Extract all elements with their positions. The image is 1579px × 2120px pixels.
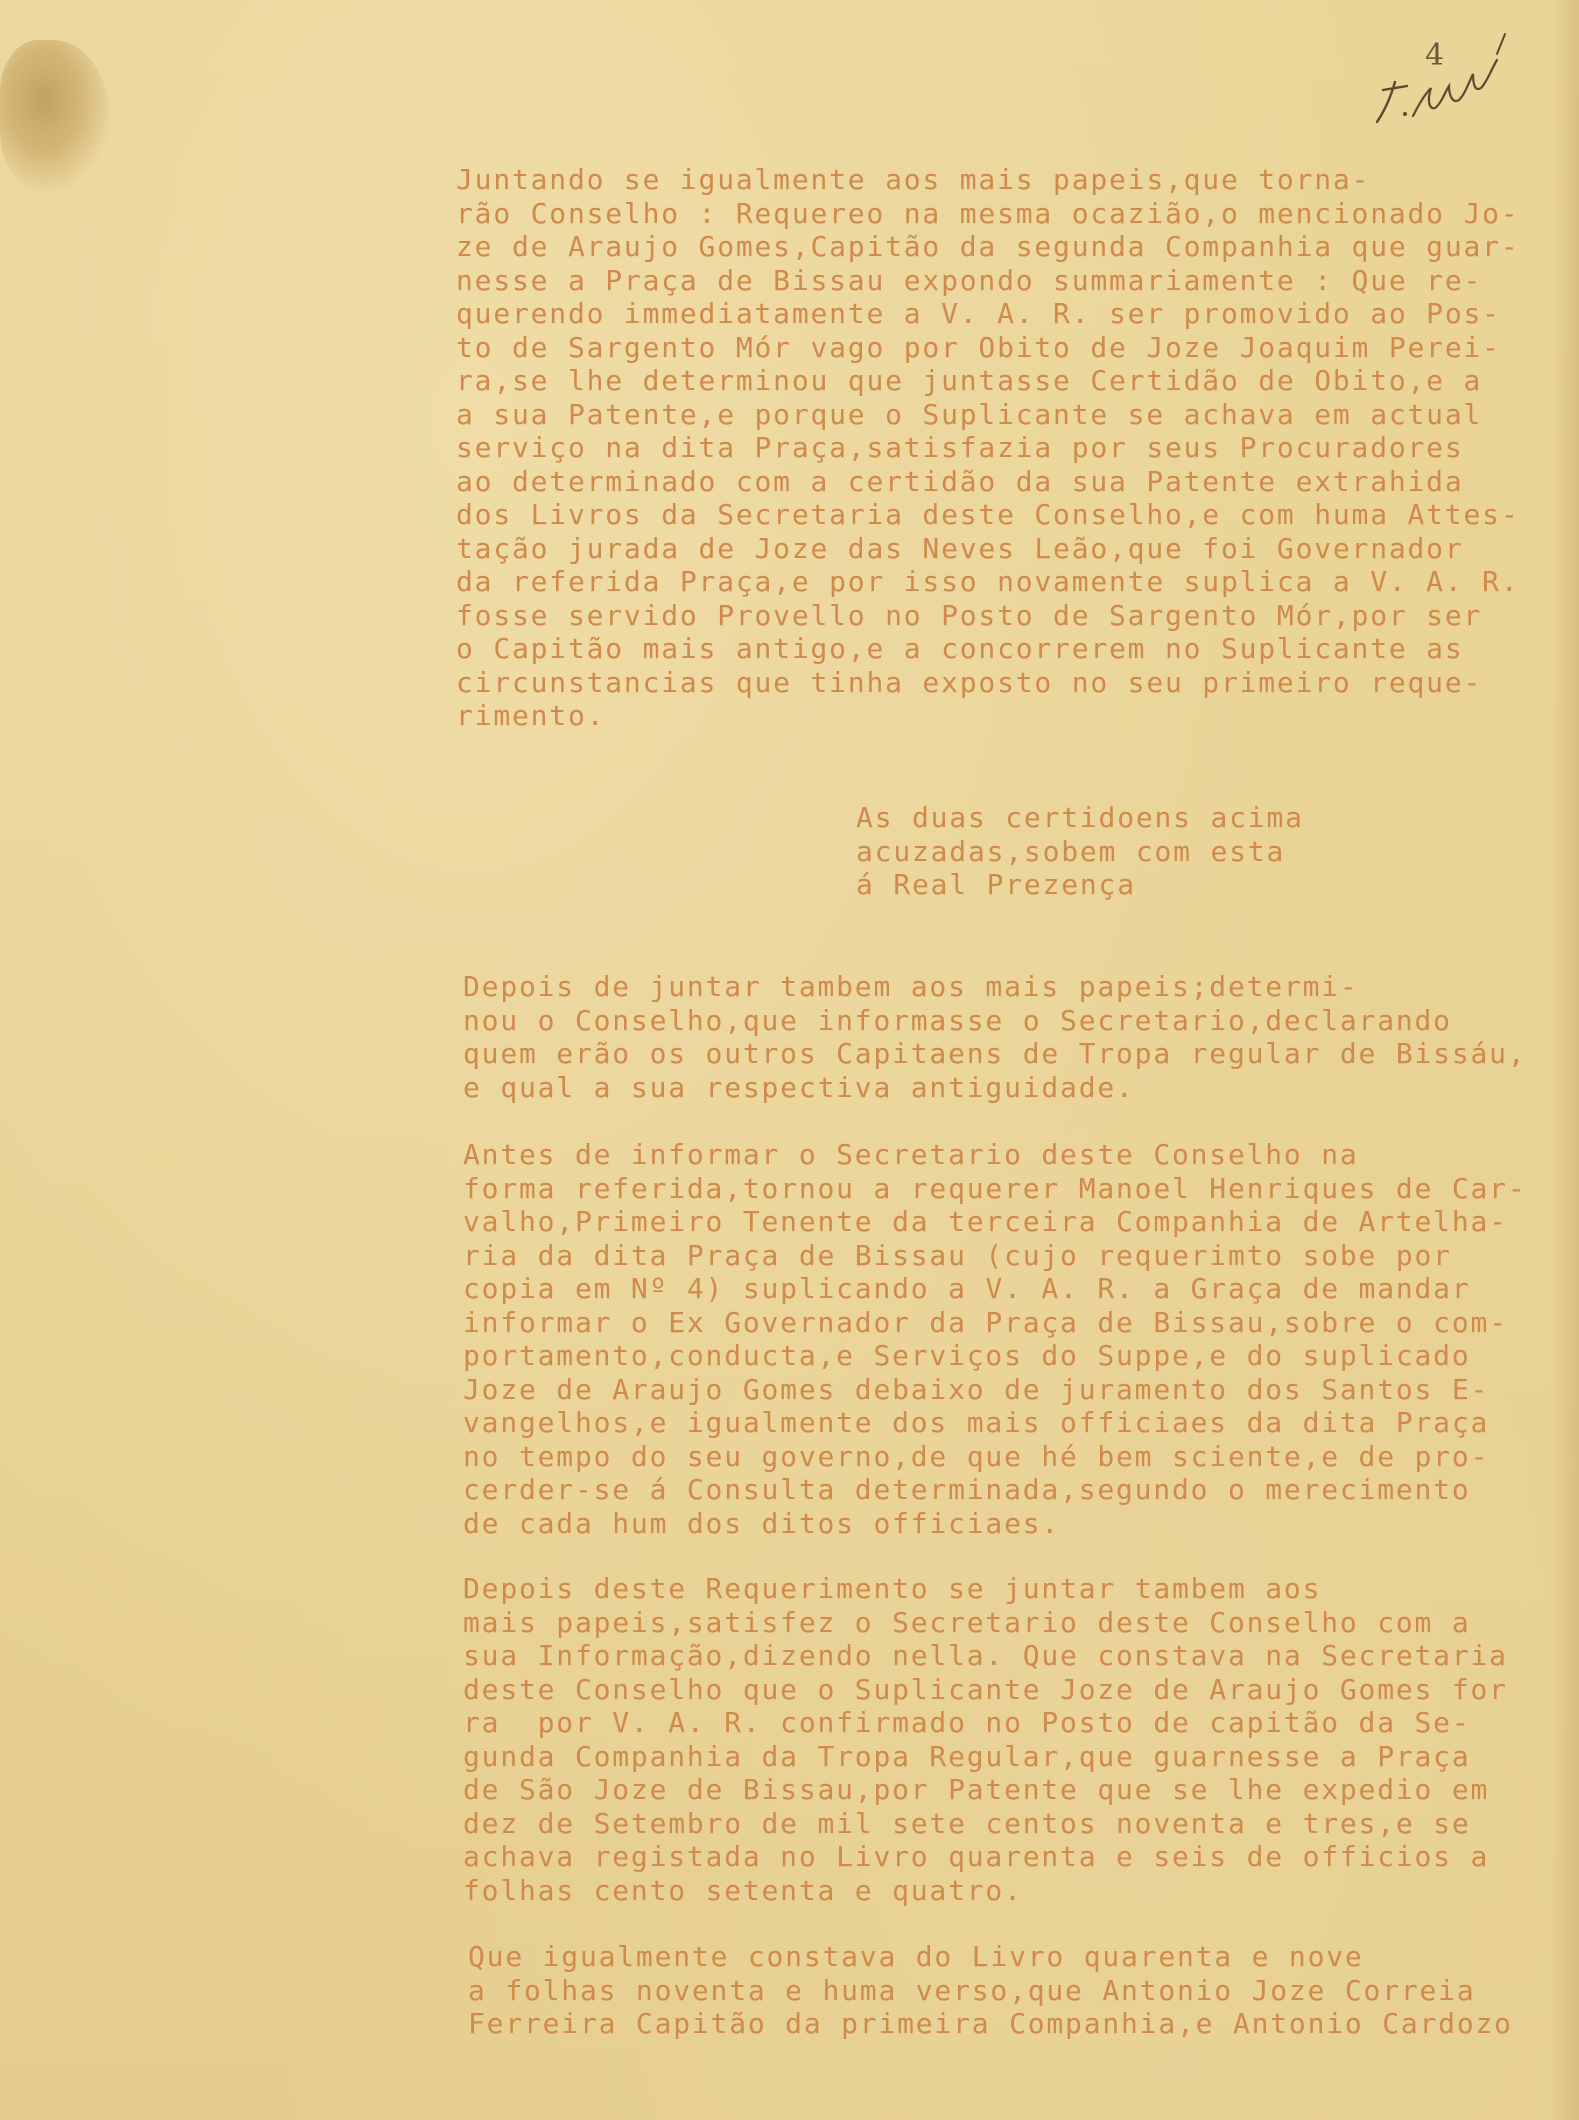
paragraph-council-determination: Depois de juntar tambem aos mais papeis;determi- nou o Conselho,que informasse o Secretario,declarando quem erão os outros Capitaens de Tropa regular de Bissáu, e qual a sua respectiva antiguidade.	[463, 970, 1527, 1104]
paragraph-secretary-information: Depois deste Requerimento se juntar tambem aos mais papeis,satisfez o Secretario deste Conselho com a sua Informação,dizendo nella. Que constava na Secretaria deste Conselho que o Suplicante Joze de Araujo Gomes for ra por V. A. R. confirmado no Posto de capitão da Se- gunda Companhia da Tropa Regular,que guarnesse a Praça de São Joze de Bissau,por Patente que se lhe expedio em dez de Setembro de mil sete centos noventa e tres,e se achava registada no Livro quarenta e seis de officios a folhas cento setenta e quatro.	[463, 1572, 1508, 1907]
paragraph-livro-record: Que igualmente constava do Livro quarenta e nove a folhas noventa e huma verso,que Antonio Joze Correia Ferreira Capitão da primeira Companhia,e Antonio Cardozo	[468, 1940, 1513, 2040]
paragraph-petition-henriques: Antes de informar o Secretario deste Conselho na forma referida,tornou a requerer Manoel Henriques de Car- valho,Primeiro Tenente da terceira Companhia de Artelha- ria da dita Praça de Bissau (cujo requerimto sobe por copia em Nº 4) suplicando a V. A. R. a Graça de mandar informar o Ex Governador da Praça de Bissau,sobre o com- portamento,conducta,e Serviços do Suppe,e do suplicado Joze de Araujo Gomes debaixo de juramento dos Santos E- vangelhos,e igualmente dos mais officiaes da dita Praça no tempo do seu governo,de que hé bem sciente,e de pro- cerder-se á Consulta determinada,segundo o merecimento de cada hum dos ditos officiaes.	[463, 1138, 1527, 1540]
marginal-note-certificates: As duas certidoens acima acuzadas,sobem com esta á Real Prezença	[856, 801, 1304, 901]
page-edge-shadow	[1551, 0, 1579, 2120]
folio-number: 4	[1425, 38, 1445, 73]
paper-stain	[0, 40, 110, 190]
paragraph-petition-araujo: Juntando se igualmente aos mais papeis,que torna- rão Conselho : Requereo na mesma ocazião,o mencionado Jo- ze de Araujo Gomes,Capitão da segunda Companhia que guar- nesse a Praça de Bissau expondo summariamente : Que re- querendo immediatamente a V. A. R. ser promovido ao Pos- to de Sargento Mór vago por Obito de Joze Joaquim Perei- ra,se lhe determinou que juntasse Certidão de Obito,e a a sua Patente,e porque o Suplicante se achava em actual serviço na dita Praça,satisfazia por seus Procuradores ao determinado com a certidão da sua Patente extrahida dos Livros da Secretaria deste Conselho,e com huma Attes- tação jurada de Joze das Neves Leão,que foi Governador da referida Praça,e por isso novamente suplica a V. A. R. fosse servido Provello no Posto de Sargento Mór,por ser o Capitão mais antigo,e a concorrerem no Suplicante as circunstancias que tinha exposto no seu primeiro reque- rimento.	[456, 163, 1520, 732]
folio-mark	[1365, 30, 1525, 140]
handwritten-signature	[1365, 30, 1525, 140]
